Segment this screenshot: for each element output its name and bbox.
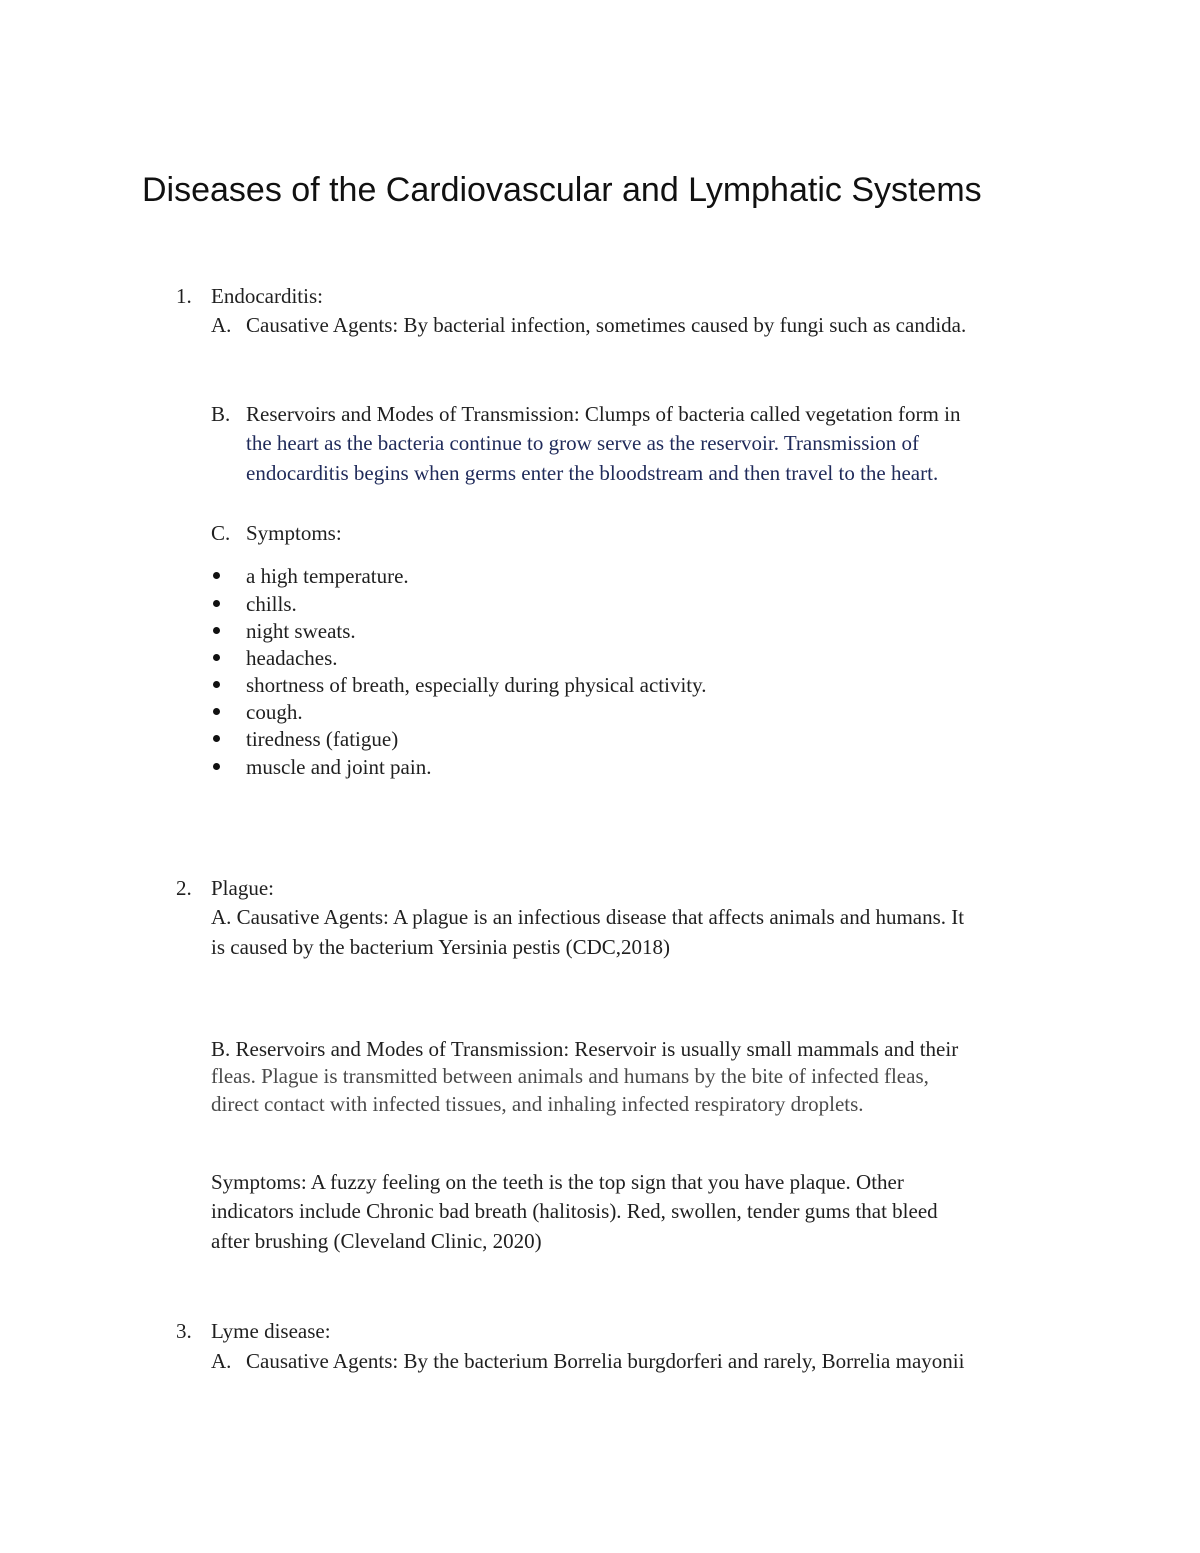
causative-agents-text: Causative Agents: By bacterial infection, sometimes caused by fungi such as candida. bbox=[246, 313, 967, 337]
reservoirs-line: the heart as the bacteria continue to grow serve as the reservoir. Transmission of bbox=[246, 431, 919, 455]
symptoms-line: indicators include Chronic bad breath (halitosis). Red, swollen, tender gums that bleed bbox=[211, 1199, 938, 1223]
bullet-icon bbox=[213, 627, 220, 634]
symptom-item: night sweats. bbox=[246, 619, 356, 643]
section-heading: Endocarditis: bbox=[211, 284, 323, 308]
symptoms-label: Symptoms: bbox=[246, 521, 342, 545]
bullet-icon bbox=[213, 654, 220, 661]
bullet-icon bbox=[213, 708, 220, 715]
symptom-item: shortness of breath, especially during physical activity. bbox=[246, 673, 707, 697]
section-number: 1. bbox=[176, 284, 192, 308]
bullet-icon bbox=[213, 681, 220, 688]
reservoirs-line: direct contact with infected tissues, and inhaling infected respiratory droplets. bbox=[211, 1092, 864, 1116]
reservoirs-line: fleas. Plague is transmitted between animals and humans by the bite of infected fleas, bbox=[211, 1064, 929, 1088]
symptom-item: a high temperature. bbox=[246, 564, 409, 588]
section-heading: Plague: bbox=[211, 876, 274, 900]
item-marker: A. bbox=[211, 1349, 232, 1373]
symptom-item: tiredness (fatigue) bbox=[246, 727, 399, 751]
symptom-item: muscle and joint pain. bbox=[246, 755, 432, 779]
document-title: Diseases of the Cardiovascular and Lymphatic Systems bbox=[142, 171, 982, 209]
symptom-item: chills. bbox=[246, 592, 297, 616]
symptom-item: cough. bbox=[246, 700, 303, 724]
section-heading: Lyme disease: bbox=[211, 1319, 331, 1343]
bullet-icon bbox=[213, 735, 220, 742]
bullet-icon bbox=[213, 600, 220, 607]
bullet-icon bbox=[213, 572, 220, 579]
item-marker: B. bbox=[211, 402, 231, 426]
item-marker: A. bbox=[211, 313, 232, 337]
causative-agents-text: Causative Agents: By the bacterium Borrelia burgdorferi and rarely, Borrelia mayonii bbox=[246, 1349, 965, 1373]
reservoirs-line: B. Reservoirs and Modes of Transmission: Reservoir is usually small mammals and their bbox=[211, 1037, 959, 1061]
symptoms-line: after brushing (Cleveland Clinic, 2020) bbox=[211, 1229, 542, 1253]
symptoms-line: Symptoms: A fuzzy feeling on the teeth is the top sign that you have plaque. Other bbox=[211, 1170, 904, 1194]
bullet-icon bbox=[213, 763, 220, 770]
causative-agents-line: is caused by the bacterium Yersinia pestis (CDC,2018) bbox=[211, 935, 671, 959]
symptom-item: headaches. bbox=[246, 646, 338, 670]
section-number: 3. bbox=[176, 1319, 192, 1343]
section-number: 2. bbox=[176, 876, 192, 900]
reservoirs-line: endocarditis begins when germs enter the bloodstream and then travel to the heart. bbox=[246, 461, 939, 485]
reservoirs-line: Reservoirs and Modes of Transmission: Clumps of bacteria called vegetation form in bbox=[246, 402, 961, 426]
item-marker: C. bbox=[211, 521, 231, 545]
causative-agents-line: A. Causative Agents: A plague is an infectious disease that affects animals and humans. It bbox=[211, 905, 965, 929]
